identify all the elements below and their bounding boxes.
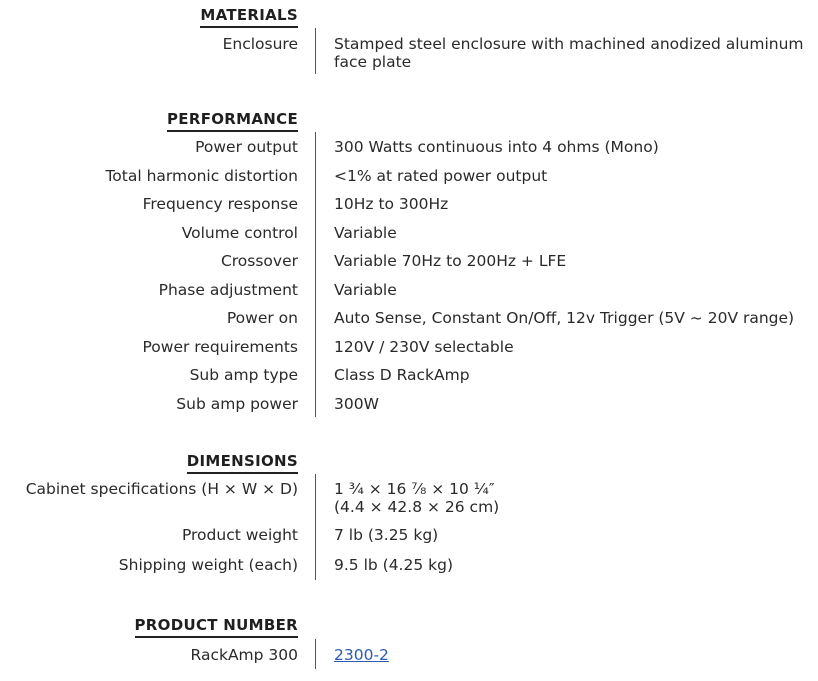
spec-label: Phase adjustment [158,281,298,299]
spec-value: 300 Watts continuous into 4 ohms (Mono) [334,138,659,156]
materials-heading: MATERIALS [200,6,298,28]
spec-value [334,35,818,71]
spec-value: <1% at rated power output [334,167,548,185]
spec-value: 120V / 230V selectable [334,338,514,356]
spec-label: Power requirements [142,338,298,356]
dimensions-heading: DIMENSIONS [187,452,298,474]
spec-label: RackAmp 300 [190,646,298,664]
spec-label: Total harmonic distortion [105,167,298,185]
dimensions-divider [315,474,316,580]
performance-heading: PERFORMANCE [167,110,298,132]
spec-value-line: (4.4 × 42.8 × 26 cm) [334,498,500,516]
spec-label: Sub amp power [176,395,298,413]
spec-label: Shipping weight (each) [118,556,298,574]
product-number-link[interactable]: 2300-2 [334,646,389,664]
product-number-divider [315,639,316,669]
spec-label: Product weight [181,526,298,544]
spec-value: Auto Sense, Constant On/Off, 12v Trigger (5V ~ 20V range) [334,309,795,327]
spec-value: Variable [334,224,397,242]
spec-value [334,480,818,516]
spec-label: Cabinet specifications (H × W × D) [25,480,298,498]
spec-label: Enclosure [222,35,298,53]
spec-value: 10Hz to 300Hz [334,195,449,213]
spec-value: 300W [334,395,379,413]
performance-divider [315,132,316,417]
spec-label: Crossover [220,252,298,270]
spec-value-line: Stamped steel enclosure with machined anodized aluminum [334,35,804,53]
materials-divider [315,28,316,74]
spec-value: Variable 70Hz to 200Hz + LFE [334,252,567,270]
product-number-heading: PRODUCT NUMBER [135,616,298,638]
spec-label: Sub amp type [189,366,298,384]
spec-label: Power on [226,309,298,327]
spec-value-line: face plate [334,53,412,71]
spec-value-line: 1 ³⁄₄ × 16 ⁷⁄₈ × 10 ¹⁄₄″ [334,480,495,498]
spec-value: Class D RackAmp [334,366,470,384]
spec-value: 7 lb (3.25 kg) [334,526,439,544]
spec-value: Variable [334,281,397,299]
spec-value [334,646,818,664]
spec-label: Volume control [181,224,298,242]
spec-label: Frequency response [142,195,298,213]
spec-label: Power output [195,138,298,156]
spec-value: 9.5 lb (4.25 kg) [334,556,453,574]
